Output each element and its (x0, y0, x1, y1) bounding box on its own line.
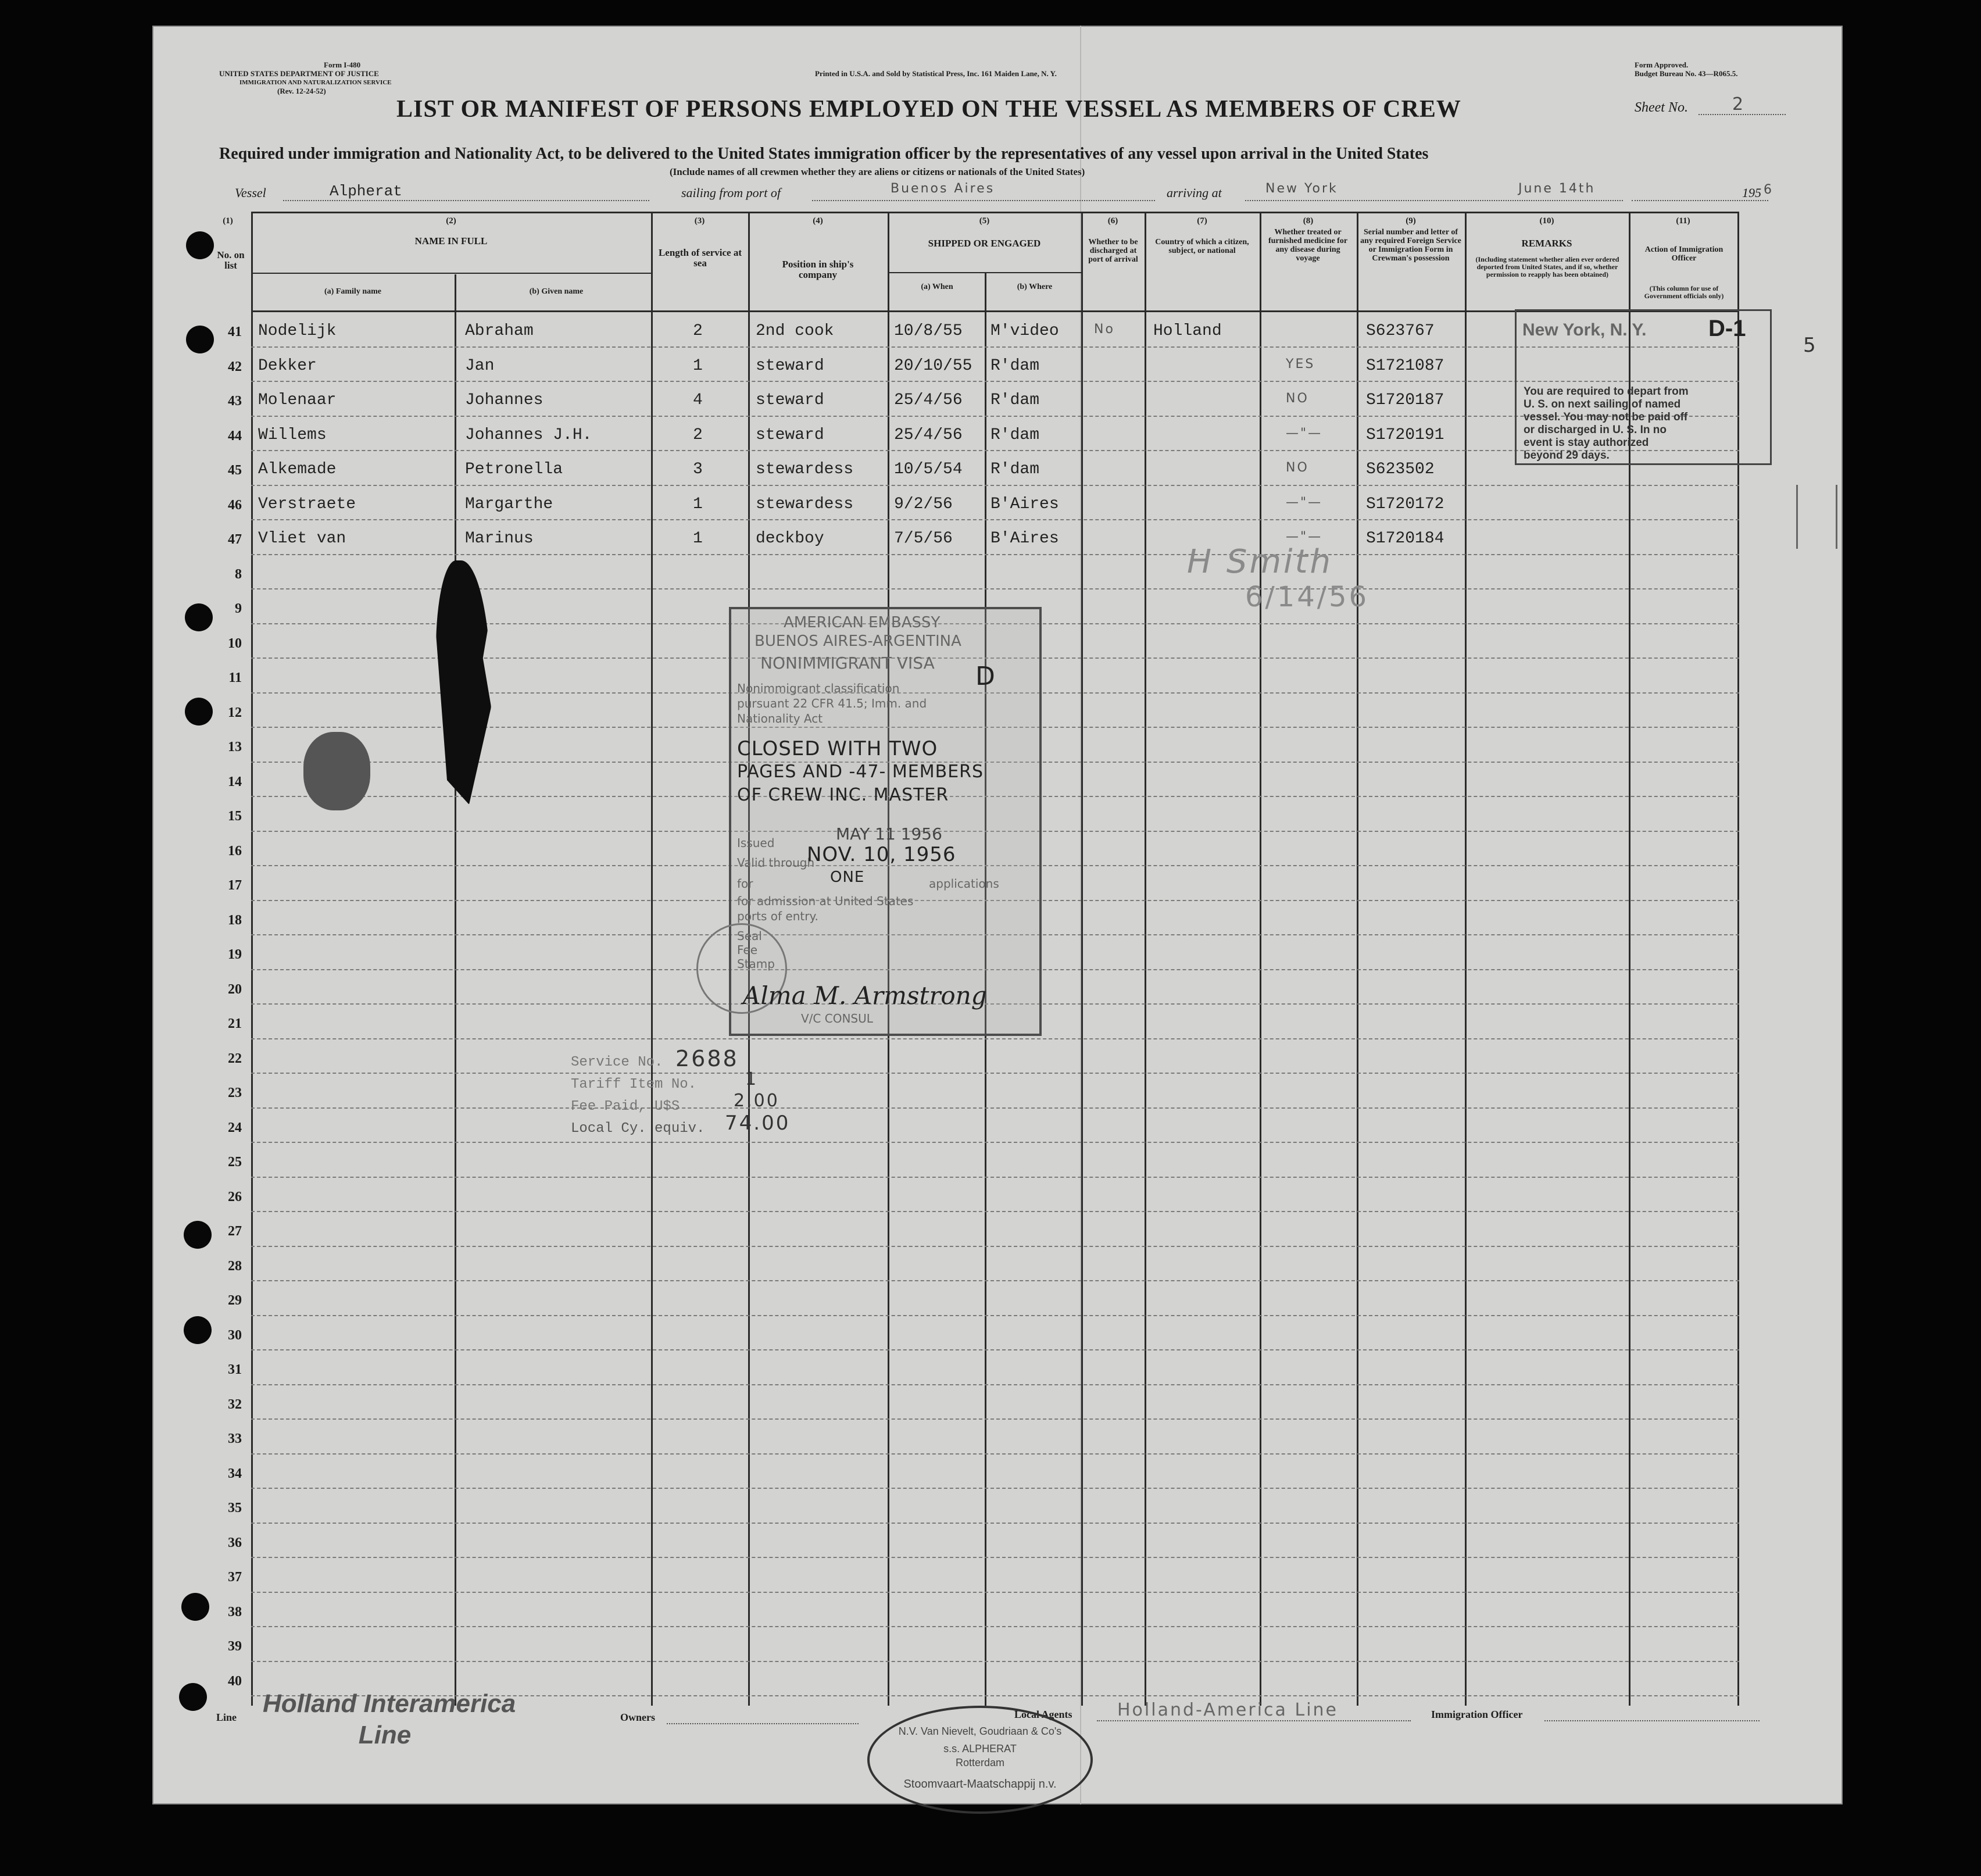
header-discharged: Whether to be discharged at port of arrival (1088, 238, 1138, 264)
form-number: Form I-480 (324, 60, 361, 69)
form-approved: Form Approved. (1635, 60, 1689, 69)
visa-type: NONIMMIGRANT VISA (760, 653, 935, 673)
consul-signature: Alma M. Armstrong (743, 981, 987, 1010)
service-cell: 2 (693, 426, 703, 444)
row-number: 39 (228, 1639, 242, 1654)
given-cell: Johannes J.H. (465, 426, 592, 444)
empty-row (228, 1523, 1739, 1559)
col2-number: (2) (446, 216, 456, 226)
given-cell: Marinus (465, 530, 534, 548)
line-company-1: Holland Interamerica (263, 1689, 516, 1718)
col7-number: (7) (1197, 216, 1207, 226)
empty-row (228, 1246, 1739, 1282)
consul-title: V/C CONSUL (801, 1012, 873, 1025)
stamp-code: D-1 (1708, 316, 1746, 341)
punch-hole (179, 1683, 207, 1711)
officer-date: 6/14/56 (1245, 581, 1369, 613)
line-company (263, 1688, 516, 1751)
position-cell: steward (756, 356, 824, 375)
when-cell: 9/2/56 (894, 495, 953, 513)
visa-valid-date: NOV. 10, 1956 (807, 843, 956, 866)
manifest-sheet (152, 26, 1843, 1804)
where-cell: R'dam (991, 426, 1040, 444)
sheet-number: 2 (1732, 94, 1746, 115)
empty-row (228, 1349, 1739, 1385)
header-remarks-note: (Including statement whether alien ever ordered deported from United States, and if so, whether permission to reapply has been obtained) (1475, 255, 1619, 278)
serial-cell: S1720187 (1366, 391, 1444, 409)
visa-embassy: AMERICAN EMBASSY (784, 614, 941, 631)
visa-admission: for admission at United States (737, 894, 914, 908)
where-cell: B'Aires (991, 530, 1059, 548)
stamp-text-5: event is stay authorized (1524, 437, 1649, 449)
header-position: Position in ship's company (782, 259, 854, 280)
visa-valid-label: Valid through (737, 856, 815, 870)
punch-hole (184, 1316, 212, 1344)
service-cell: 1 (693, 356, 703, 375)
row-number: 40 (228, 1673, 242, 1689)
when-cell: 7/5/56 (894, 530, 953, 548)
row-number: 12 (228, 705, 242, 720)
given-cell: Margarthe (465, 495, 553, 513)
visa-applications: applications (929, 877, 999, 891)
where-cell: B'Aires (991, 495, 1059, 513)
service-cell: 1 (693, 530, 703, 548)
when-cell: 10/5/54 (894, 460, 963, 478)
row-number: 36 (228, 1535, 242, 1550)
row-number: 24 (228, 1120, 242, 1135)
sailing-label: sailing from port of (681, 185, 781, 200)
row-number: 23 (228, 1085, 242, 1100)
empty-row (228, 1038, 1739, 1074)
where-cell: R'dam (991, 391, 1040, 409)
line-company-2: Line (358, 1721, 412, 1749)
row-number: 37 (228, 1570, 242, 1585)
visa-pursuant: pursuant 22 CFR 41.5; Imm. and (737, 696, 927, 710)
header-action-officer: Action of Immigration Officer (1644, 245, 1723, 263)
punch-hole (185, 603, 213, 631)
punch-hole (186, 231, 214, 259)
row-number: 30 (228, 1327, 242, 1343)
row-number: 14 (228, 774, 242, 789)
position-cell: stewardess (756, 460, 854, 478)
stamp-text-2: U. S. on next sailing of named (1524, 398, 1681, 410)
service-cell: 3 (693, 460, 703, 478)
row-number: 18 (228, 912, 242, 928)
fee-local-label: Local Cy. equiv. (571, 1121, 705, 1137)
form-subtitle: Required under immigration and Nationality Act, to be delivered to the United States immigration officer by the representatives of any vessel upon arrival in the United States (219, 145, 1429, 163)
year-prefix: 195 (1742, 185, 1761, 200)
row-number: 45 (228, 463, 242, 478)
col6-number: (6) (1107, 216, 1118, 226)
empty-row (228, 1488, 1739, 1524)
service-name: IMMIGRATION AND NATURALIZATION SERVICE (239, 79, 392, 86)
row-number: 17 (228, 878, 242, 893)
when-cell: 25/4/56 (894, 391, 963, 409)
row-number: 38 (228, 1604, 242, 1620)
fee-local: 74.00 (725, 1112, 791, 1135)
vessel-name: Alpherat (330, 183, 402, 200)
visa-class-mark: D (975, 662, 996, 691)
row-number: 33 (228, 1431, 242, 1446)
medicine-cell: YES (1286, 356, 1315, 371)
sailing-port: Buenos Aires (891, 181, 995, 196)
arrival-date: June 14th (1518, 181, 1596, 196)
col3-number: (3) (694, 216, 705, 226)
header-family-name: (a) Family name (324, 287, 381, 296)
col4-number: (4) (813, 216, 823, 226)
position-cell: 2nd cook (756, 322, 834, 340)
row-number: 32 (228, 1396, 242, 1412)
closed-note-2: PAGES AND -47- MEMBERS (737, 762, 984, 782)
empty-row (228, 1592, 1739, 1628)
row-number: 13 (228, 739, 242, 755)
stamp-text-3: vessel. You may not be paid off (1524, 411, 1688, 423)
stamp-place: New York, N. Y. (1522, 320, 1647, 340)
footer-line-label: Line (216, 1711, 237, 1723)
empty-row (228, 1626, 1739, 1662)
fee-tariff-no: 1 (745, 1069, 759, 1089)
crew-row (228, 519, 1739, 555)
form-title: LIST OR MANIFEST OF PERSONS EMPLOYED ON THE VESSEL AS MEMBERS OF CREW (396, 96, 1461, 123)
empty-row (228, 1418, 1739, 1455)
vessel-label: Vessel (235, 185, 266, 200)
visa-act: Nationality Act (737, 712, 823, 726)
medicine-cell: —"— (1286, 530, 1323, 544)
row-number: 9 (235, 601, 242, 616)
row-number: 8 (235, 566, 242, 582)
header-remarks: REMARKS (1521, 238, 1572, 249)
position-cell: deckboy (756, 530, 824, 548)
country-cell: Holland (1153, 322, 1222, 340)
closed-note-1: CLOSED WITH TWO (737, 737, 938, 760)
row-number: 35 (228, 1500, 242, 1516)
footer-agents-label: Local Agents (1014, 1709, 1072, 1720)
when-cell: 25/4/56 (894, 426, 963, 444)
row-number: 44 (228, 428, 242, 444)
seal-label-1: Seal (737, 929, 762, 943)
fee-service-no: 2688 (675, 1046, 739, 1071)
remarks-stamp (1515, 309, 1772, 465)
discharged-cell: No (1094, 322, 1115, 337)
empty-row (228, 1073, 1739, 1109)
visa-location: BUENOS AIRES-ARGENTINA (755, 633, 961, 650)
arriving-label: arriving at (1167, 185, 1222, 200)
visa-for-value: ONE (830, 869, 865, 886)
fee-service-label: Service No. (571, 1055, 663, 1070)
serial-cell: S623502 (1366, 460, 1435, 478)
seal-label-3: Stamp (737, 957, 775, 971)
owner-stamp (867, 1706, 1093, 1814)
header-serial: Serial number and letter of any required Foreign Service or Immigration Form in Crewman's possession (1360, 228, 1461, 263)
include-note: (Include names of all crewmen whether they are aliens or citizens or nationals of the United States) (670, 166, 1085, 177)
visa-classification: Nonimmigrant classification (737, 681, 900, 695)
family-cell: Vliet van (258, 530, 346, 548)
header-length-of-service: Length of service at sea (658, 247, 742, 269)
printer-note: Printed in U.S.A. and Sold by Statistical Press, Inc. 161 Maiden Lane, N. Y. (815, 69, 1057, 78)
empty-row (228, 1453, 1739, 1489)
row-number: 11 (228, 670, 242, 685)
serial-cell: S1721087 (1366, 356, 1444, 375)
fee-paid: 2.00 (734, 1091, 779, 1111)
punch-hole (186, 326, 214, 353)
when-cell: 20/10/55 (894, 356, 972, 375)
closed-note-3: OF CREW INC. MASTER (737, 785, 949, 805)
stamp-text-4: or discharged in U. S. In no (1524, 424, 1667, 436)
where-cell: R'dam (991, 356, 1040, 375)
row-number: 42 (228, 359, 242, 374)
given-cell: Petronella (465, 460, 563, 478)
empty-row (228, 1142, 1739, 1178)
header-given-name: (b) Given name (529, 287, 584, 296)
crew-row (228, 485, 1739, 521)
punch-hole (181, 1593, 209, 1621)
header-no-on-list: No. on list (217, 249, 245, 271)
punch-hole (184, 1221, 212, 1249)
empty-row (228, 1557, 1739, 1593)
serial-cell: S623767 (1366, 322, 1435, 340)
col5-number: (5) (979, 216, 990, 226)
header-country: Country of which a citizen, subject, or national (1155, 238, 1249, 255)
row-number: 28 (228, 1258, 242, 1274)
header-name-in-full: NAME IN FULL (414, 235, 488, 246)
row-number: 10 (228, 635, 242, 651)
stamp-text-1: You are required to depart from (1524, 385, 1689, 398)
when-cell: 10/8/55 (894, 322, 963, 340)
empty-row (228, 1211, 1739, 1247)
department: UNITED STATES DEPARTMENT OF JUSTICE (219, 69, 379, 78)
header-shipped-engaged: SHIPPED OR ENGAGED (928, 238, 1041, 249)
visa-for-label: for (737, 877, 753, 891)
row-number: 43 (228, 394, 242, 409)
empty-row (228, 1315, 1739, 1351)
row-number: 46 (228, 497, 242, 513)
family-cell: Willems (258, 426, 327, 444)
owner-stamp-1: N.V. Van Nievelt, Goudriaan & Co's (898, 1725, 1062, 1737)
row-number: 21 (228, 1016, 242, 1031)
service-cell: 2 (693, 322, 703, 340)
family-cell: Dekker (258, 356, 317, 375)
side-mark: 5 (1803, 334, 1816, 357)
col9-number: (9) (1406, 216, 1416, 226)
col10-number: (10) (1539, 216, 1554, 226)
fee-tariff-label: Tariff Item No. (571, 1077, 697, 1092)
family-cell: Molenaar (258, 391, 337, 409)
empty-row (228, 1177, 1739, 1213)
row-number: 29 (228, 1293, 242, 1308)
position-cell: stewardess (756, 495, 854, 513)
revision: (Rev. 12-24-52) (277, 87, 326, 95)
family-cell: Nodelijk (258, 322, 337, 340)
row-number: 22 (228, 1050, 242, 1066)
row-number: 27 (228, 1224, 242, 1239)
visa-issued-date: MAY 11 1956 (836, 824, 942, 844)
where-cell: R'dam (991, 460, 1040, 478)
local-agents: Holland-America Line (1117, 1700, 1338, 1720)
header-medicine: Whether treated or furnished medicine for any disease during voyage (1268, 228, 1348, 263)
row-number: 25 (228, 1155, 242, 1170)
given-cell: Abraham (465, 322, 534, 340)
col1-number: (1) (223, 216, 233, 226)
medicine-cell: —"— (1286, 426, 1323, 441)
given-cell: Jan (465, 356, 495, 375)
family-cell: Verstraete (258, 495, 356, 513)
arriving-port: New York (1265, 181, 1338, 196)
serial-cell: S1720191 (1366, 426, 1444, 444)
punch-hole (185, 698, 213, 726)
empty-row (228, 1107, 1739, 1144)
given-cell: Johannes (465, 391, 543, 409)
row-number: 19 (228, 947, 242, 962)
empty-row (228, 1384, 1739, 1420)
visa-stamp (729, 607, 1042, 1036)
visa-ports: ports of entry. (737, 909, 818, 923)
owner-stamp-2: s.s. ALPHERAT (943, 1743, 1017, 1754)
year-suffix: 6 (1764, 183, 1773, 197)
serial-cell: S1720172 (1366, 495, 1444, 513)
where-cell: M'video (991, 322, 1059, 340)
row-number: 41 (228, 324, 242, 340)
row-number: 47 (228, 532, 242, 547)
fee-paid-label: Fee Paid, U$S (571, 1099, 680, 1114)
row-number: 15 (228, 809, 242, 824)
footer-officer-label: Immigration Officer (1431, 1709, 1523, 1720)
header-where: (b) Where (1017, 283, 1053, 291)
row-number: 26 (228, 1189, 242, 1205)
ink-smudge (303, 732, 370, 810)
family-cell: Alkemade (258, 460, 337, 478)
header-when: (a) When (921, 283, 953, 291)
serial-cell: S1720184 (1366, 530, 1444, 548)
service-cell: 1 (693, 495, 703, 513)
footer-owners-label: Owners (620, 1711, 655, 1723)
row-number: 34 (228, 1466, 242, 1481)
medicine-cell: NO (1286, 460, 1309, 475)
medicine-cell: —"— (1286, 495, 1323, 510)
owner-stamp-3: Rotterdam (955, 1757, 1005, 1768)
empty-row (228, 1280, 1739, 1316)
service-cell: 4 (693, 391, 703, 409)
stamp-text-6: beyond 29 days. (1524, 449, 1610, 462)
officer-signature: H Smith (1187, 543, 1333, 581)
sheet-label: Sheet No. (1635, 100, 1688, 115)
position-cell: steward (756, 426, 824, 444)
row-number: 20 (228, 981, 242, 997)
medicine-cell: NO (1286, 391, 1309, 406)
col11-number: (11) (1676, 216, 1690, 226)
row-number: 16 (228, 843, 242, 859)
seal-label-2: Fee (737, 943, 758, 957)
header-action-note: (This column for use of Government officials only) (1644, 284, 1724, 300)
budget-bureau: Budget Bureau No. 43—R065.5. (1635, 69, 1738, 78)
visa-issued-label: Issued (737, 836, 775, 850)
position-cell: steward (756, 391, 824, 409)
row-number: 31 (228, 1362, 242, 1377)
owner-stamp-4: Stoomvaart-Maatschappij n.v. (903, 1778, 1057, 1791)
col8-number: (8) (1303, 216, 1314, 226)
